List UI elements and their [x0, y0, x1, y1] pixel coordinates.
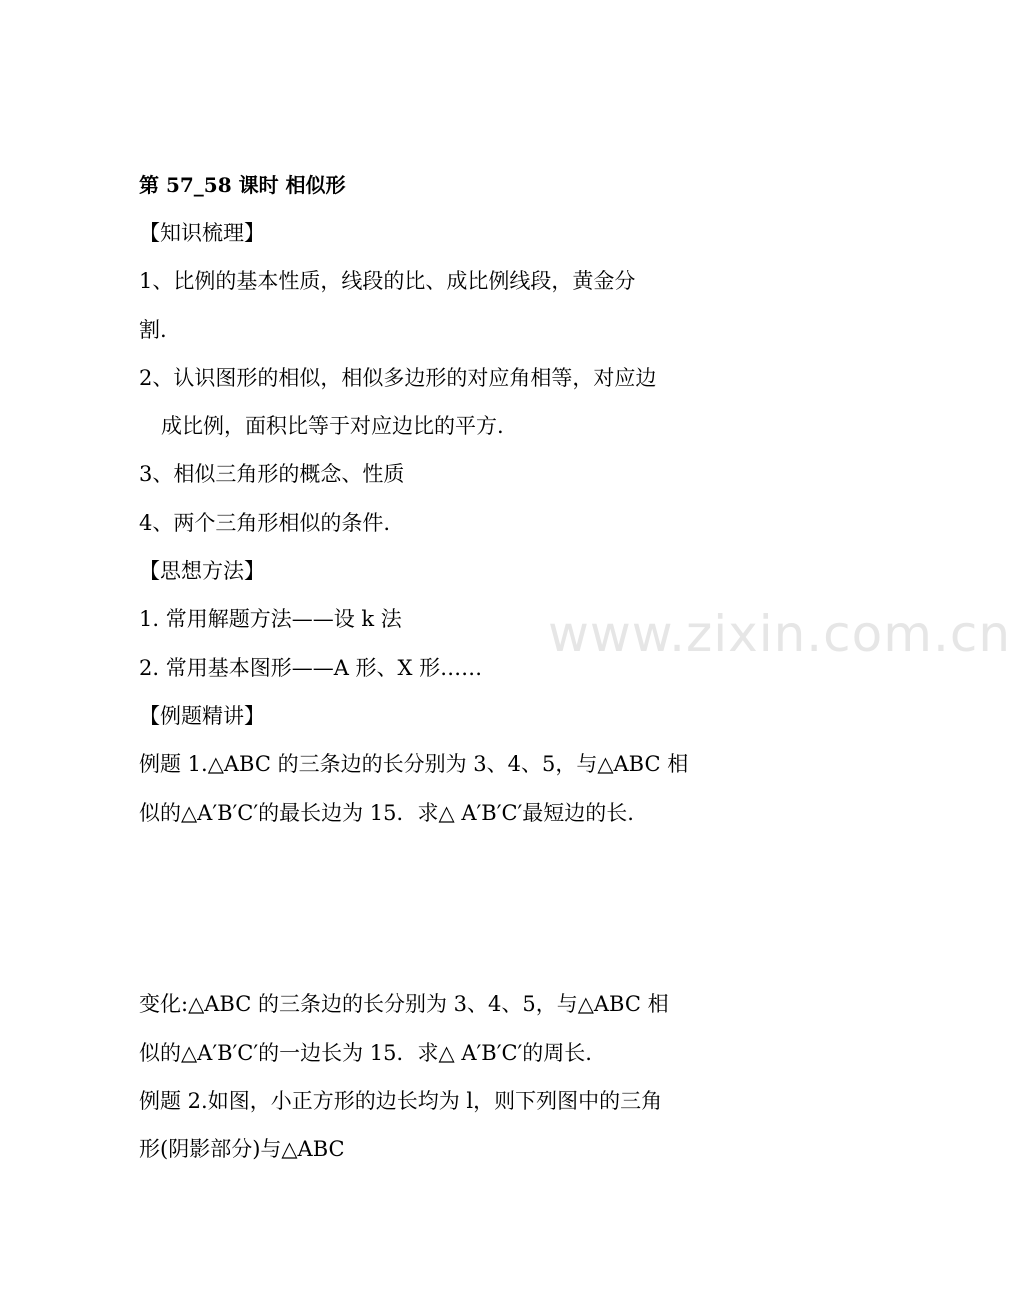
knowledge-item-3: 3、相似三角形的概念、性质 — [139, 462, 405, 486]
knowledge-item-2-line-1: 2、认识图形的相似，相似多边形的对应角相等，对应边 — [139, 366, 657, 390]
variation-line-2: 似的△A′B′C′的一边长为 15．求△ A′B′C′的周长. — [139, 1041, 592, 1065]
example-1-line-2: 似的△A′B′C′的最长边为 15．求△ A′B′C′最短边的长. — [139, 801, 634, 825]
method-item-1: 1. 常用解题方法——设 k 法 — [139, 607, 402, 631]
heading-examples: 【例题精讲】 — [139, 704, 265, 728]
method-item-2: 2. 常用基本图形——A 形、X 形…… — [139, 656, 483, 680]
example-2-line-1: 例题 2.如图，小正方形的边长均为 l，则下列图中的三角 — [139, 1089, 663, 1113]
watermark: www.zixin.com.cn — [548, 605, 1011, 663]
example-1-line-1: 例题 1.△ABC 的三条边的长分别为 3、4、5，与△ABC 相 — [139, 752, 689, 776]
variation-line-1: 变化:△ABC 的三条边的长分别为 3、4、5，与△ABC 相 — [139, 992, 669, 1016]
document-title: 第 57_58 课时 相似形 — [139, 173, 346, 197]
knowledge-item-4: 4、两个三角形相似的条件. — [139, 511, 391, 535]
knowledge-item-1-line-1: 1、比例的基本性质，线段的比、成比例线段，黄金分 — [139, 269, 636, 293]
knowledge-item-2-line-2: 成比例，面积比等于对应边比的平方. — [161, 414, 504, 438]
example-2-line-2: 形(阴影部分)与△ABC — [139, 1137, 345, 1161]
knowledge-item-1-line-2: 割. — [139, 318, 167, 342]
heading-knowledge: 【知识梳理】 — [139, 221, 265, 245]
heading-methods: 【思想方法】 — [139, 559, 265, 583]
